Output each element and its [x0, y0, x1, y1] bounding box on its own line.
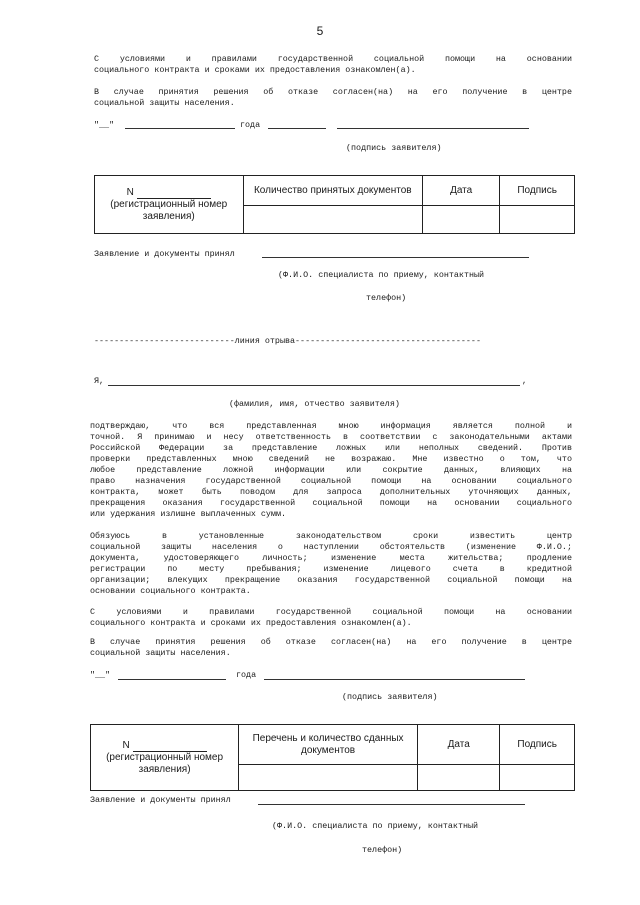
fio-line[interactable] — [108, 385, 520, 386]
docs-list-cell[interactable] — [239, 765, 418, 791]
confirm-line: проверки представленных мною сведений не возражаю. Мне известно о том, что — [90, 454, 572, 464]
signature-caption: (подпись заявителя) — [342, 692, 438, 702]
header-signature: Подпись — [500, 176, 575, 206]
refusal-paragraph-line-1: В случае принятия решения об отказе согласен(на) на его получение в центре — [90, 637, 572, 647]
signature-line[interactable] — [337, 128, 529, 129]
terms-paragraph-line-2: социального контракта и сроками их предоставления ознакомлен(а). — [90, 618, 412, 628]
accepted-by-line[interactable] — [262, 257, 529, 258]
n-label: N — [126, 186, 134, 198]
date-year-label: года — [236, 670, 257, 680]
confirm-line: любое представление ложной информации или сокрытие данных, влияющих на — [90, 465, 572, 475]
tear-off-line: ----------------------------линия отрыва------------------------------------- — [94, 336, 481, 346]
date-month-line[interactable] — [125, 128, 235, 129]
ya-label: Я, — [94, 376, 105, 386]
registration-label: (регистрационный номер заявления) — [110, 198, 228, 222]
registration-table — [90, 724, 575, 791]
obligation-line: регистрации по месту пребывания; изменение лицевого счета в кредитной — [90, 564, 572, 574]
date-signature-line[interactable] — [264, 679, 525, 680]
confirm-line: контракта, может быть поводом для запроса дополнительных уточняющих данных, — [90, 487, 572, 497]
specialist-caption-1: (Ф.И.О. специалиста по приему, контактный — [272, 821, 479, 831]
specialist-caption-2: телефон) — [366, 293, 407, 303]
accepted-by-line[interactable] — [258, 804, 525, 805]
n-label: N — [122, 739, 130, 751]
date-day-prefix: "__" — [90, 670, 111, 680]
date-cell[interactable] — [417, 765, 499, 791]
refusal-paragraph-line-1: В случае принятия решения об отказе согласен(на) на его получение в центре — [94, 87, 572, 97]
signature-cell[interactable] — [500, 206, 575, 234]
terms-paragraph-line-1: С условиями и правилами государственной социальной помощи на основании — [90, 607, 572, 617]
obligation-line: основании социального контракта. — [90, 586, 251, 596]
confirm-line: право назначения государственной социальной помощи на основании социального — [90, 476, 572, 486]
header-signature: Подпись — [500, 725, 575, 765]
registration-number-line[interactable] — [137, 189, 211, 199]
date-cell[interactable] — [423, 206, 500, 234]
specialist-caption-2: телефон) — [362, 845, 403, 855]
confirm-line: прекращения оказания государственной социальной помощи на основании социального — [90, 498, 572, 508]
header-docs-list: Перечень и количество сданных документов — [239, 725, 418, 765]
page-number: 5 — [316, 24, 324, 38]
specialist-caption-1: (Ф.И.О. специалиста по приему, контактный — [278, 270, 485, 280]
header-date: Дата — [417, 725, 499, 765]
header-docs-count: Количество принятых документов — [243, 176, 423, 206]
accepted-by-label: Заявление и документы принял — [90, 795, 231, 805]
date-month-line[interactable] — [118, 679, 226, 680]
registration-label: (регистрационный номер заявления) — [106, 751, 224, 775]
confirm-line: точной. Я принимаю и несу ответственность в соответствии с законодательными актами — [90, 432, 572, 442]
fio-comma: , — [522, 376, 528, 386]
refusal-paragraph-line-2: социальной защиты населения. — [90, 648, 231, 658]
obligation-line: организации; влекущих прекращение оказания государственной социальной помощи на — [90, 575, 572, 585]
terms-paragraph-line-2: социального контракта и сроками их предоставления ознакомлен(а). — [94, 65, 416, 75]
date-year-label: года — [240, 120, 261, 130]
signature-cell[interactable] — [500, 765, 575, 791]
obligation-line: Обязуюсь в установленные законодательством сроки известить центр — [90, 531, 572, 541]
registration-number-cell — [91, 725, 239, 791]
registration-number-line[interactable] — [133, 742, 207, 752]
refusal-paragraph-line-2: социальной защиты населения. — [94, 98, 235, 108]
accepted-by-label: Заявление и документы принял — [94, 249, 235, 259]
obligation-line: социальной защиты населения о наступлении обстоятельств (изменение Ф.И.О.; — [90, 542, 572, 552]
registration-table — [94, 175, 575, 234]
obligation-line: документа, удостоверяющего личность; изменение места жительства; продление — [90, 553, 572, 563]
registration-number-cell — [95, 176, 244, 234]
signature-caption: (подпись заявителя) — [346, 143, 442, 153]
date-day-prefix: "__" — [94, 120, 115, 130]
docs-count-cell[interactable] — [243, 206, 423, 234]
terms-paragraph-line-1: С условиями и правилами государственной социальной помощи на основании — [94, 54, 572, 64]
header-date: Дата — [423, 176, 500, 206]
date-year-line[interactable] — [268, 128, 326, 129]
confirm-line: или удержания излишне выплаченных сумм. — [90, 509, 287, 519]
fio-caption: (фамилия, имя, отчество заявителя) — [229, 399, 400, 409]
confirm-line: подтверждаю, что вся представленная мною информация является полной и — [90, 421, 572, 431]
confirm-line: Российской Федерации за представление ложных или неполных сведений. Против — [90, 443, 572, 453]
